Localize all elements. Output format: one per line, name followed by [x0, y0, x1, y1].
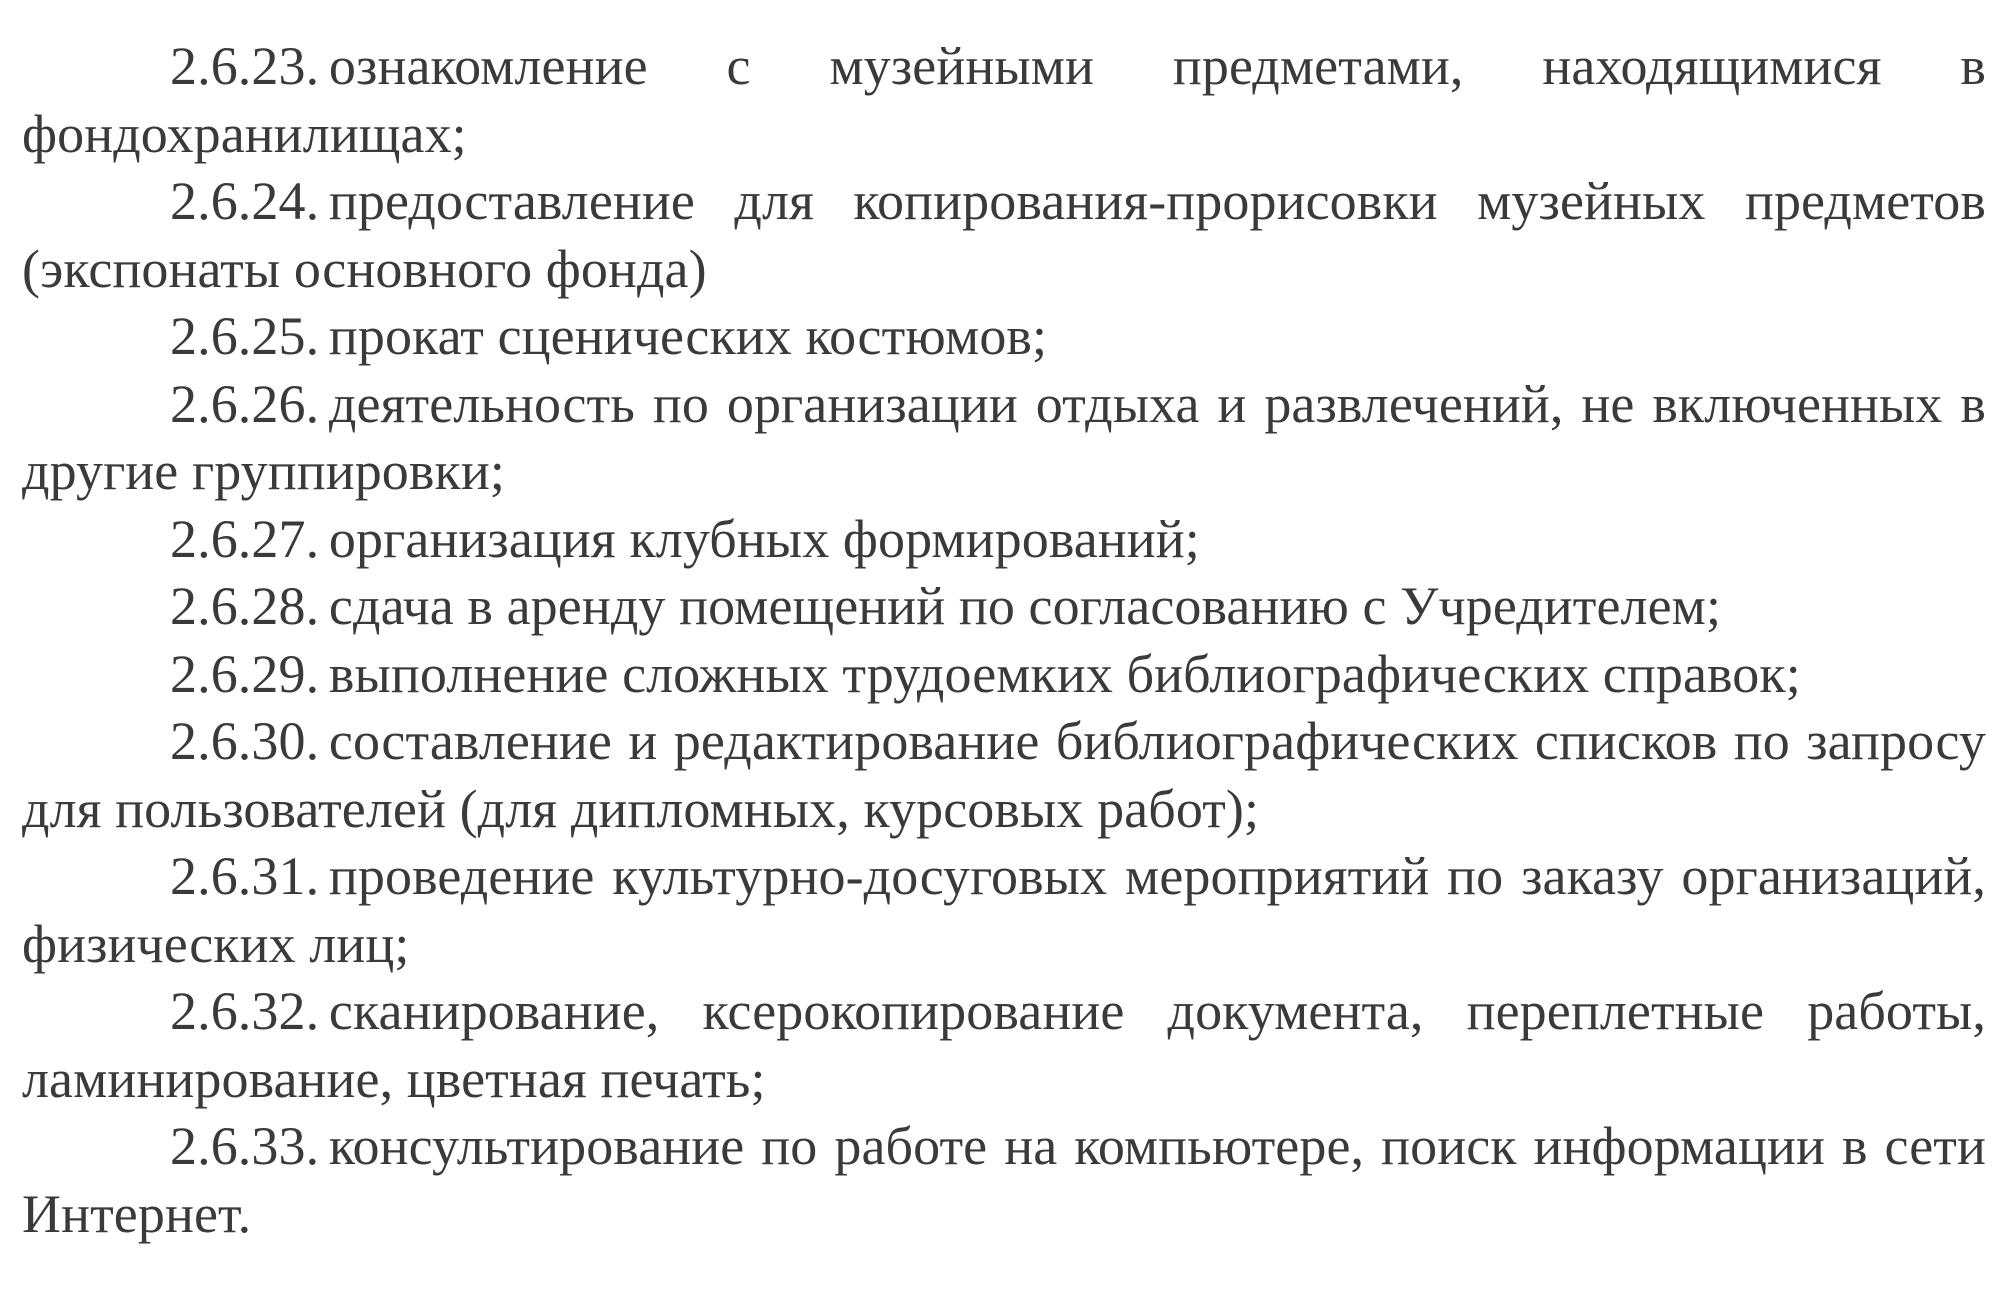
- item-text: проведение культурно-досуговых мероприятий по заказу организаций, физических лиц;: [22, 846, 1986, 974]
- item-number: 2.6.29.: [170, 643, 320, 704]
- list-item: [22, 506, 1986, 574]
- item-text: сканирование, ксерокопирование документа, переплетные работы, ламинирование, цветная печать;: [22, 981, 1986, 1109]
- item-number: 2.6.28.: [170, 576, 320, 636]
- item-text: сдача в аренду помещений по согласованию с Учредителем;: [328, 576, 1722, 636]
- item-number: 2.6.33.: [170, 1116, 320, 1176]
- item-text: консультирование по работе на компьютере, поиск информации в сети Интернет.: [22, 1116, 1986, 1244]
- item-text: ознакомление с музейными предметами, находящимися в фондохранилищах;: [22, 36, 1986, 164]
- item-number: 2.6.23.: [170, 36, 320, 96]
- item-text: прокат сценических костюмов;: [328, 306, 1048, 366]
- list-item: [22, 1113, 1986, 1248]
- item-number: 2.6.32.: [170, 981, 320, 1041]
- item-text: деятельность по организации отдыха и развлечений, не включенных в другие группировки;: [22, 373, 1986, 501]
- list-item: [22, 168, 1986, 303]
- list-item: [22, 708, 1986, 843]
- item-number: 2.6.25.: [170, 306, 320, 366]
- item-number: 2.6.27.: [170, 508, 320, 569]
- item-text: организация клубных формирований;: [328, 508, 1200, 569]
- item-text: предоставление для копирования-прорисовки музейных предметов (экспонаты основного фонда): [22, 171, 1986, 299]
- item-number: 2.6.31.: [170, 846, 320, 906]
- list-item: [22, 978, 1986, 1113]
- list-item: [22, 303, 1986, 371]
- numbered-list: [22, 33, 1986, 1248]
- list-item: [22, 843, 1986, 978]
- item-number: 2.6.30.: [170, 711, 320, 771]
- item-number: 2.6.26.: [170, 373, 320, 434]
- list-item: [22, 33, 1986, 168]
- list-item: [22, 641, 1986, 709]
- list-item: [22, 573, 1986, 641]
- list-item: [22, 371, 1986, 506]
- item-text: составление и редактирование библиографических списков по запросу для пользователей (для дипломных, курсовых работ);: [22, 711, 1986, 839]
- item-number: 2.6.24.: [170, 171, 320, 231]
- item-text: выполнение сложных трудоемких библиографических справок;: [328, 643, 1801, 704]
